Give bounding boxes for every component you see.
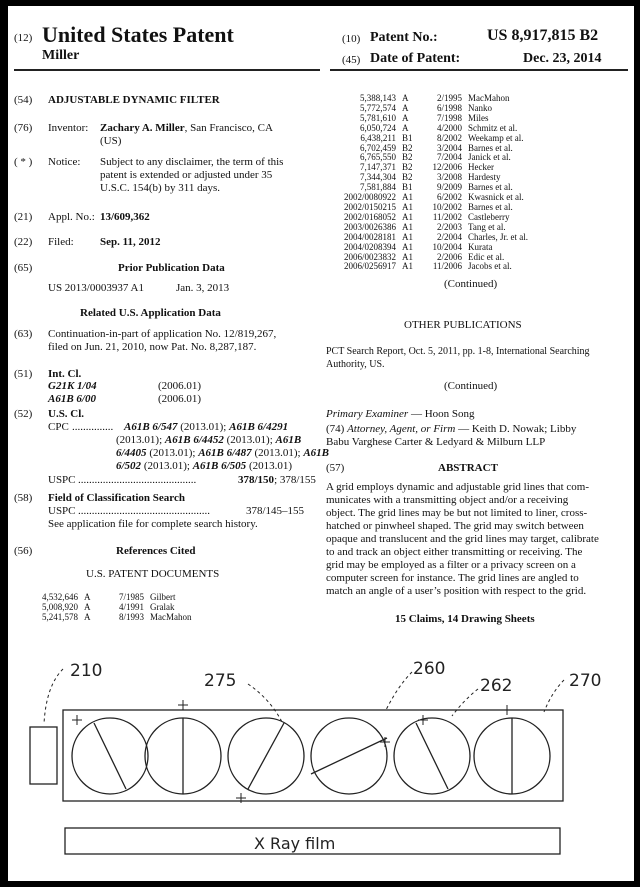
reference-row xyxy=(334,243,528,253)
prior-pub-heading: Prior Publication Data xyxy=(118,262,225,274)
inventor-surname: Miller xyxy=(42,48,80,63)
ref-number: 2006/0023832 xyxy=(343,251,396,262)
cpc-label: CPC xyxy=(48,421,69,433)
plus-marker xyxy=(418,715,428,725)
abstract-code: (57) xyxy=(326,462,345,474)
ref-number: 5,781,610 xyxy=(360,112,396,123)
cpc-class: A61B 6/505 xyxy=(192,460,247,472)
notice-code: ( * ) xyxy=(14,156,33,168)
intcl-class: A61B 6/00 xyxy=(48,393,96,405)
patent-no-label: Patent No.: xyxy=(370,30,438,45)
ref-kind: A1 xyxy=(402,211,413,222)
other-pubs-heading: OTHER PUBLICATIONS xyxy=(404,319,522,331)
ref-number: 2002/0150215 xyxy=(343,201,396,212)
intcl-class: G21K 1/04 xyxy=(48,380,97,392)
ref-kind: B2 xyxy=(402,152,413,163)
cpc-class: A61B 6/487 xyxy=(198,447,252,459)
appl-code: (21) xyxy=(14,211,33,223)
source-box xyxy=(30,727,57,784)
plus-marker xyxy=(380,737,390,747)
field-label: Field of Classification Search xyxy=(48,492,185,504)
grid-line xyxy=(416,723,448,789)
attorney-label: Attorney, Agent, or Firm xyxy=(347,423,456,435)
field-code: (58) xyxy=(14,492,33,504)
uspc-label: USPC xyxy=(48,474,76,486)
cpc-class: A61B 6/547 xyxy=(124,421,178,433)
inventor-country: (US) xyxy=(100,135,122,147)
cpc-version: (2013.01) xyxy=(246,460,293,472)
plus-marker xyxy=(502,705,512,715)
invention-title: ADJUSTABLE DYNAMIC FILTER xyxy=(48,94,220,106)
date-label: Date of Patent: xyxy=(370,51,461,66)
abstract-line: to and track an object either transmitting or receiving. The xyxy=(326,546,583,558)
ref-kind: A xyxy=(402,122,409,133)
field-note: See application file for complete search history. xyxy=(48,518,258,530)
ref-name: Kwasnick et al. xyxy=(468,192,524,203)
patent-no-code: (10) xyxy=(342,33,361,45)
examiner-name: — Hoon Song xyxy=(408,408,475,420)
ref-number: 2003/0026386 xyxy=(343,221,396,232)
filed-code: (22) xyxy=(14,236,33,248)
ref-date: 12/2006 xyxy=(432,162,462,173)
ref-number: 2004/0028181 xyxy=(343,231,396,242)
leader-line xyxy=(44,669,63,724)
leader-line xyxy=(452,689,478,716)
cpc-version: (2013.01); xyxy=(146,447,199,459)
plus-marker xyxy=(72,715,82,725)
ref-kind: A xyxy=(84,601,91,612)
cpc-line xyxy=(116,447,329,460)
ref-name: Barnes et al. xyxy=(468,142,513,153)
ref-date: 7/2004 xyxy=(436,152,462,163)
ref-number: 5,388,143 xyxy=(360,93,396,103)
uscl-code: (52) xyxy=(14,408,33,420)
filter-grid-frame xyxy=(63,710,563,801)
field-uspc-label: USPC xyxy=(48,505,76,517)
ref-name: Janick et al. xyxy=(468,152,511,163)
ref-number: 2006/0256917 xyxy=(343,261,396,272)
grid-line xyxy=(311,738,387,774)
continued-label: (Continued) xyxy=(444,380,498,392)
us-docs-table xyxy=(16,593,192,623)
reference-row xyxy=(16,613,192,623)
ref-name: Hardesty xyxy=(468,172,501,183)
cpc-class: A61B xyxy=(303,447,330,459)
ref-name: MacMahon xyxy=(150,611,192,622)
ref-number: 6,438,211 xyxy=(360,132,396,143)
notice-label: Notice: xyxy=(48,156,81,168)
ref-name: Nanko xyxy=(468,102,492,113)
intcl-label: Int. Cl. xyxy=(48,368,82,380)
appl-number: 13/609,362 xyxy=(100,211,150,223)
ref-kind: B1 xyxy=(402,182,413,193)
ref-number: 5,241,578 xyxy=(42,611,78,622)
ref-date: 3/2004 xyxy=(436,142,462,153)
ref-date: 2/2004 xyxy=(436,231,462,242)
inventor-code: (76) xyxy=(14,122,33,134)
ref-label-262: 262 xyxy=(480,676,513,696)
patent-page xyxy=(8,6,634,881)
ref-date: 10/2004 xyxy=(432,241,462,252)
other-pub-line: PCT Search Report, Oct. 5, 2011, pp. 1-8, International Searching xyxy=(326,346,590,357)
ref-label-270: 270 xyxy=(569,671,602,691)
plus-markers xyxy=(72,700,512,803)
ref-label-275: 275 xyxy=(204,671,237,691)
cpc-version: (2013.01); xyxy=(177,421,230,433)
notice-line: Subject to any disclaimer, the term of this xyxy=(100,156,284,168)
ref-kind: A xyxy=(402,102,409,113)
attorney-code: (74) xyxy=(326,423,345,435)
examiner-line xyxy=(326,408,475,421)
abstract-heading: ABSTRACT xyxy=(438,462,498,474)
prior-code: (65) xyxy=(14,262,33,274)
ref-date: 2/1995 xyxy=(436,93,462,103)
field-uspc-value: 378/145–155 xyxy=(246,505,305,517)
date-code: (45) xyxy=(342,54,361,66)
ref-name: Gilbert xyxy=(150,592,176,602)
ref-kind: B2 xyxy=(402,172,413,183)
related-app-heading: Related U.S. Application Data xyxy=(80,307,221,319)
ref-date: 6/2002 xyxy=(436,192,462,203)
cpc-version: (2013.01); xyxy=(141,460,193,472)
cont-code: (63) xyxy=(14,328,33,340)
other-pub-line: Authority, US. xyxy=(326,359,385,370)
intcl-version: (2006.01) xyxy=(158,380,202,392)
document-type-title: United States Patent xyxy=(42,22,234,47)
leader-line xyxy=(544,680,564,712)
ref-kind: B2 xyxy=(402,162,413,173)
ref-kind: B1 xyxy=(402,132,413,143)
cpc-version: (2013.01); xyxy=(223,434,276,446)
prior-pub-number: US 2013/0003937 A1 xyxy=(48,282,144,294)
continued-label: (Continued) xyxy=(444,278,498,290)
ref-name: Miles xyxy=(468,112,489,123)
ref-date: 2/2006 xyxy=(436,251,462,262)
grid-cell-circles xyxy=(72,718,550,794)
ref-name: Hecker xyxy=(468,162,494,173)
grid-line xyxy=(94,723,126,789)
cpc-class: A61B xyxy=(275,434,302,446)
ref-number: 7,581,884 xyxy=(360,182,396,193)
cpc-class: A61B 6/4291 xyxy=(229,421,289,433)
uscl-label: U.S. Cl. xyxy=(48,408,85,420)
abstract-line: computer screen for instance. The grid lines are angled to xyxy=(326,572,579,584)
examiner-label: Primary Examiner xyxy=(326,408,409,420)
notice-line: U.S.C. 154(b) by 311 days. xyxy=(100,182,220,194)
filed-label: Filed: xyxy=(48,236,74,248)
intcl-version: (2006.01) xyxy=(158,393,202,405)
header-rule-right xyxy=(330,69,628,71)
ref-kind: A1 xyxy=(402,251,413,262)
appl-label: Appl. No.: xyxy=(48,211,95,223)
references-table xyxy=(334,94,528,272)
cpc-version: (2013.01); xyxy=(116,434,165,446)
cpc-class: 6/502 xyxy=(116,460,142,472)
ref-date: 8/2002 xyxy=(436,132,462,143)
intcl-code: (51) xyxy=(14,368,33,380)
abstract-line: hatched or pinwheel shaped. The grid may switch between xyxy=(326,520,584,532)
ref-kind: B2 xyxy=(402,142,413,153)
plus-marker xyxy=(178,700,188,710)
prior-pub-date: Jan. 3, 2013 xyxy=(176,282,230,294)
reference-row xyxy=(334,262,528,272)
ref-label-210: 210 xyxy=(70,661,103,681)
ref-name: Kurata xyxy=(468,241,493,252)
ref-date: 3/2008 xyxy=(436,172,462,183)
ref-name: Castleberry xyxy=(468,211,510,222)
ref-date: 11/2006 xyxy=(432,261,462,272)
ref-number: 7,147,371 xyxy=(360,162,396,173)
ref-kind: A xyxy=(84,611,91,622)
ref-date: 8/1993 xyxy=(118,611,144,622)
cont-line: Continuation-in-part of application No. 12/819,267, xyxy=(48,328,277,340)
attorney-firm: Babu Varghese Carter & Ledyard & Milburn LLP xyxy=(326,436,546,448)
grid-line xyxy=(248,723,284,789)
cpc-line xyxy=(116,434,301,447)
ref-name: Charles, Jr. et al. xyxy=(468,231,528,242)
leader-line xyxy=(386,672,412,710)
abstract-line: opaque and translucent and the grid lines may target, calibrate xyxy=(326,533,599,545)
x-ray-film-label: X Ray film xyxy=(254,834,336,853)
refs-code: (56) xyxy=(14,545,33,557)
filed-date: Sep. 11, 2012 xyxy=(100,236,161,248)
ref-kind: A1 xyxy=(402,261,413,272)
ref-name: MacMahon xyxy=(468,93,510,103)
ref-number: 6,765,550 xyxy=(360,152,396,163)
inventor-label: Inventor: xyxy=(48,122,89,134)
ref-name: Barnes et al. xyxy=(468,201,513,212)
ref-number: 6,050,724 xyxy=(360,122,396,133)
ref-kind: A1 xyxy=(402,221,413,232)
abstract-line: municates with a transmitting object and/or a receiving xyxy=(326,494,569,506)
uspc-main-class: 378/150 xyxy=(238,474,275,486)
notice-line: patent is extended or adjusted under 35 xyxy=(100,169,273,181)
refs-heading: References Cited xyxy=(116,545,196,557)
header-left-code: (12) xyxy=(14,32,33,44)
uspc-other-class: ; 378/155 xyxy=(274,474,316,486)
ref-kind: A1 xyxy=(402,241,413,252)
inventor-name: Zachary A. Miller xyxy=(100,122,185,134)
ref-number: 5,772,574 xyxy=(360,102,396,113)
leader-line xyxy=(248,684,282,722)
ref-date: 4/1991 xyxy=(118,601,144,612)
ref-number: 2002/0168052 xyxy=(343,211,396,222)
attorney-line xyxy=(326,423,576,436)
cpc-class: 6/4405 xyxy=(116,447,147,459)
ref-date: 11/2002 xyxy=(432,211,462,222)
ref-name: Edic et al. xyxy=(468,251,505,262)
title-code: (54) xyxy=(14,94,33,106)
ref-date: 4/2000 xyxy=(436,122,462,133)
attorney-names: — Keith D. Nowak; Libby xyxy=(455,423,577,435)
cpc-dots: ............... xyxy=(72,421,114,433)
cpc-line xyxy=(124,421,288,434)
ref-date: 9/2009 xyxy=(436,182,462,193)
ref-date: 10/2002 xyxy=(432,201,462,212)
inventor-city: , San Francisco, CA xyxy=(184,122,273,134)
abstract-line: grid may be employed as a filter or a privacy screen on a xyxy=(326,559,576,571)
field-uspc-dots: ................................................ xyxy=(78,505,210,517)
ref-number: 6,702,459 xyxy=(360,142,396,153)
ref-number: 2004/0208394 xyxy=(343,241,396,252)
ref-date: 2/2003 xyxy=(436,221,462,232)
ref-name: Schmitz et al. xyxy=(468,122,518,133)
abstract-line: A grid employs dynamic and adjustable grid lines that com- xyxy=(326,481,590,493)
ref-kind: A1 xyxy=(402,192,413,203)
cpc-line xyxy=(116,460,292,473)
cpc-version: (2013.01); xyxy=(251,447,304,459)
inventor-entry xyxy=(100,122,273,135)
ref-number: 7,344,304 xyxy=(360,172,396,183)
ref-kind: A1 xyxy=(402,201,413,212)
ref-number: 4,532,646 xyxy=(42,592,78,602)
patent-date: Dec. 23, 2014 xyxy=(523,51,602,66)
ref-date: 7/1985 xyxy=(118,592,144,602)
header-rule-left xyxy=(14,69,320,71)
ref-name: Barnes et al. xyxy=(468,182,513,193)
ref-kind: A xyxy=(84,592,91,602)
us-docs-heading: U.S. PATENT DOCUMENTS xyxy=(86,568,220,580)
ref-name: Gralak xyxy=(150,601,175,612)
ref-number: 2002/0080922 xyxy=(343,192,396,203)
ref-kind: A1 xyxy=(402,231,413,242)
uspc-dots: ........................................... xyxy=(78,474,197,486)
drawing-figure xyxy=(8,644,634,881)
ref-date: 7/1998 xyxy=(436,112,462,123)
abstract-line: object. The grid lines may be but not limited to liner, cross- xyxy=(326,507,588,519)
ref-name: Weekamp et al. xyxy=(468,132,524,143)
ref-name: Jacobs et al. xyxy=(468,261,512,272)
cont-line: filed on Jun. 21, 2010, now Pat. No. 8,287,187. xyxy=(48,341,257,353)
uspc-value xyxy=(238,474,316,487)
ref-kind: A xyxy=(402,112,409,123)
ref-label-260: 260 xyxy=(413,659,446,679)
ref-kind: A xyxy=(402,93,409,103)
ref-date: 6/1998 xyxy=(436,102,462,113)
ref-name: Tang et al. xyxy=(468,221,506,232)
patent-number: US 8,917,815 B2 xyxy=(487,27,599,44)
claims-line: 15 Claims, 14 Drawing Sheets xyxy=(395,613,535,625)
cpc-class: A61B 6/4452 xyxy=(164,434,224,446)
abstract-line: match an angle of a user’s position with respect to the grid. xyxy=(326,585,587,597)
ref-number: 5,008,920 xyxy=(42,601,78,612)
